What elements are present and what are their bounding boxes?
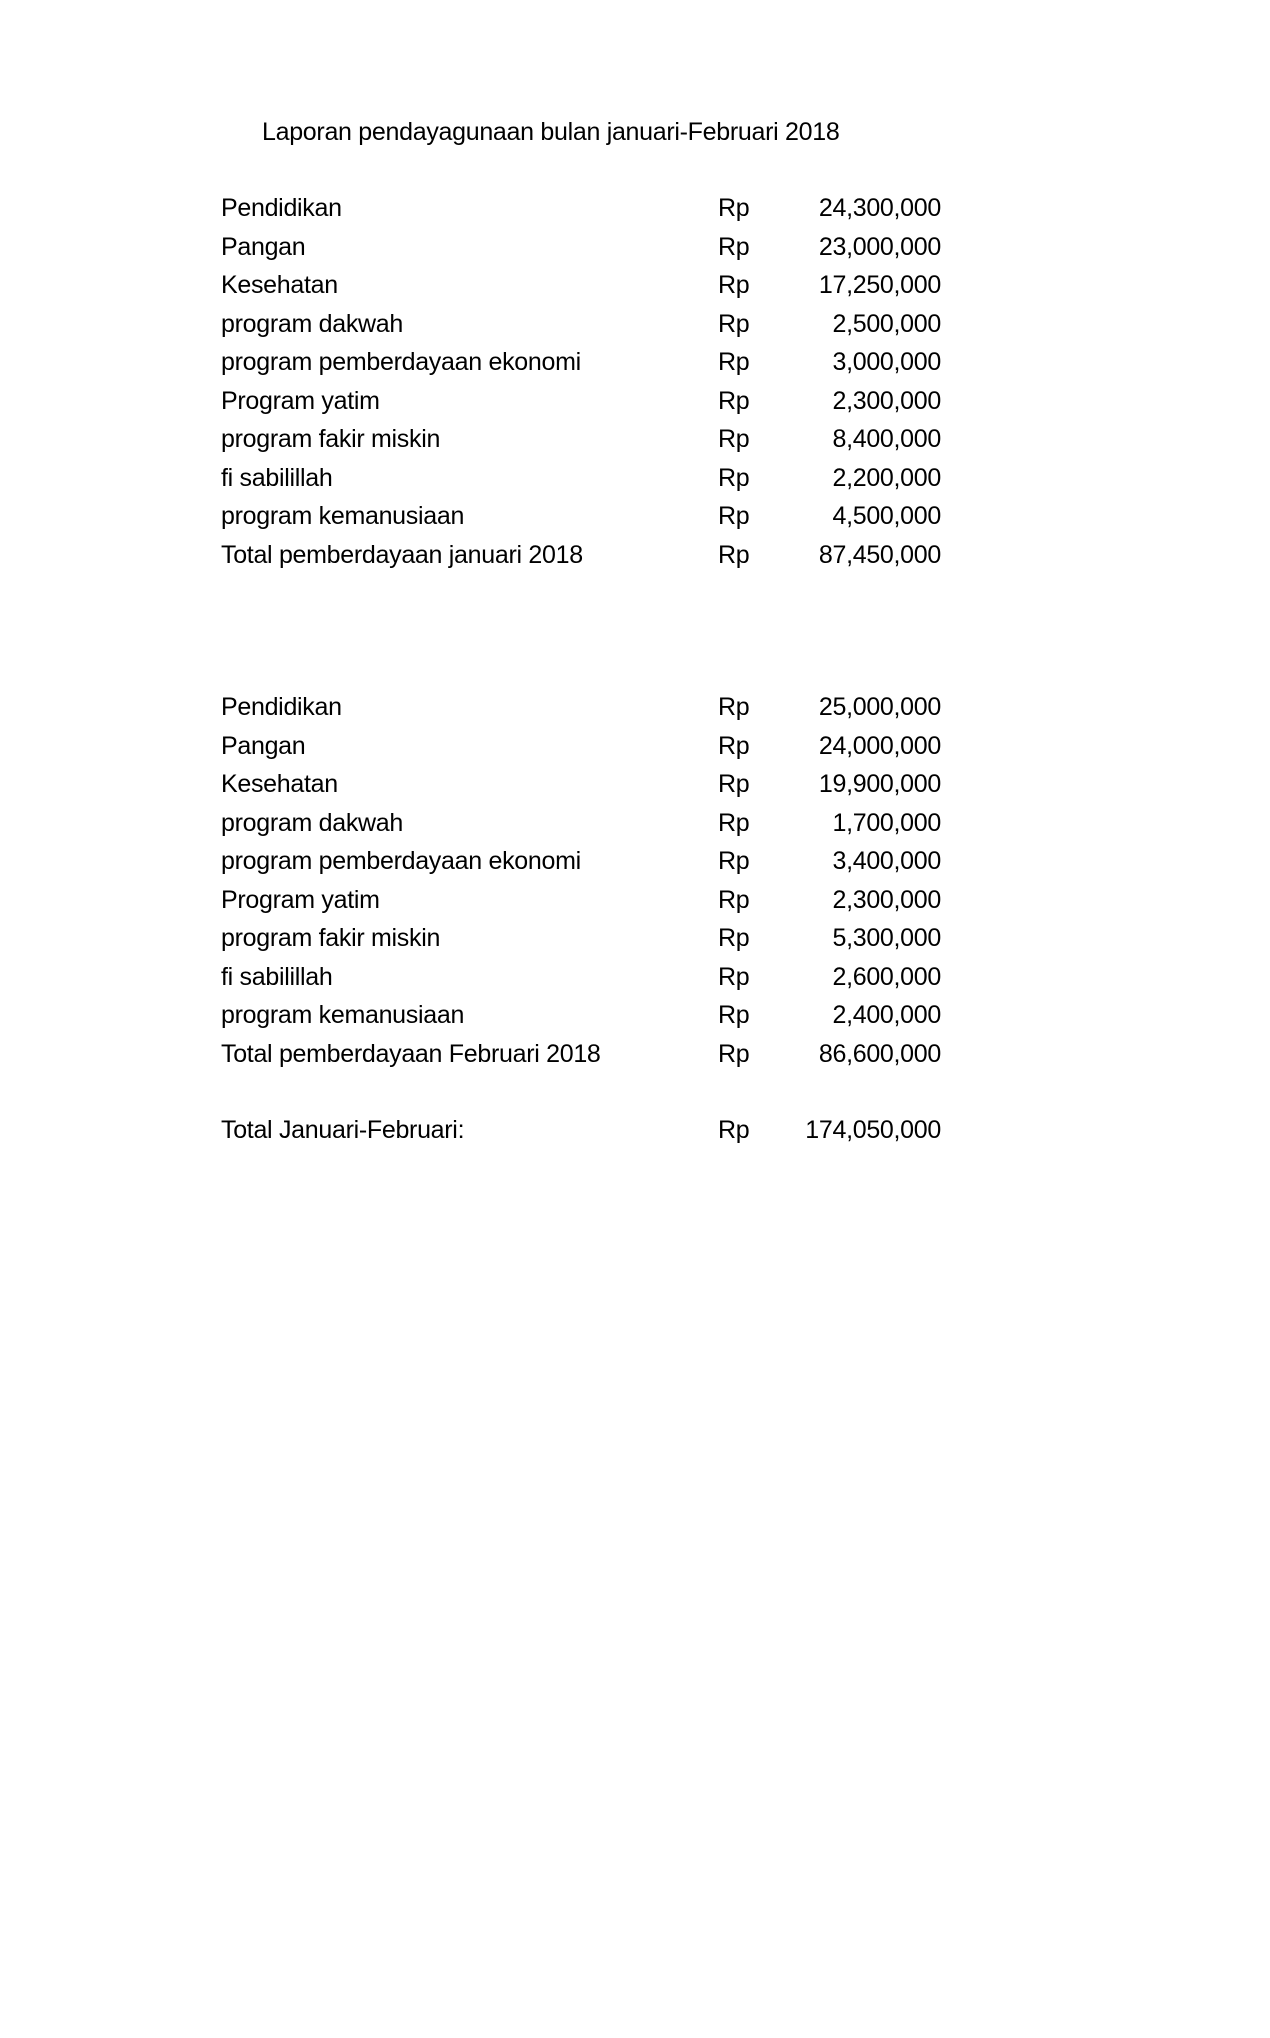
currency-label: Rp (718, 463, 750, 492)
currency-label: Rp (718, 540, 750, 569)
category-label: program pemberdayaan ekonomi (221, 348, 581, 376)
grand-total-section (221, 1116, 941, 1155)
amount-value: 2,600,000 (832, 962, 941, 991)
category-label: program kemanusiaan (221, 502, 465, 530)
january-table (221, 194, 941, 579)
table-row (221, 387, 941, 426)
table-row (221, 924, 941, 963)
category-label: Pendidikan (221, 194, 342, 222)
grand-total-label: Total Januari-Februari: (221, 1116, 465, 1144)
currency-label: Rp (718, 962, 750, 991)
table-row (221, 233, 941, 272)
amount-value: 3,400,000 (832, 847, 941, 875)
table-row (221, 886, 941, 925)
amount-value: 24,000,000 (818, 731, 941, 760)
table-row (221, 732, 941, 771)
table-row (221, 770, 941, 809)
total-label: Total pemberdayaan Februari 2018 (221, 1039, 601, 1068)
category-label: Program yatim (221, 885, 380, 914)
amount-value: 8,400,000 (832, 425, 941, 453)
total-row (221, 1040, 941, 1079)
category-label: Kesehatan (221, 271, 338, 299)
amount-value: 5,300,000 (832, 924, 941, 952)
amount-value: 19,900,000 (818, 770, 941, 798)
category-label: program kemanusiaan (221, 1001, 465, 1029)
amount-value: 2,300,000 (832, 386, 941, 415)
category-label: Kesehatan (221, 770, 338, 798)
currency-label: Rp (718, 194, 750, 222)
table-row (221, 847, 941, 886)
amount-value: 23,000,000 (818, 232, 941, 261)
total-amount: 86,600,000 (818, 1039, 941, 1068)
amount-value: 25,000,000 (818, 693, 941, 721)
amount-value: 24,300,000 (818, 194, 941, 222)
currency-label: Rp (718, 808, 750, 837)
amount-value: 2,200,000 (832, 463, 941, 492)
table-row (221, 425, 941, 464)
table-row (221, 194, 941, 233)
currency-label: Rp (718, 1001, 750, 1029)
table-row (221, 1001, 941, 1040)
currency-label: Rp (718, 693, 750, 721)
category-label: Pangan (221, 731, 306, 760)
total-amount: 87,450,000 (818, 540, 941, 569)
amount-value: 2,500,000 (832, 309, 941, 338)
total-row (221, 541, 941, 580)
currency-label: Rp (718, 1116, 750, 1144)
table-row (221, 271, 941, 310)
currency-label: Rp (718, 502, 750, 530)
table-row (221, 310, 941, 349)
currency-label: Rp (718, 847, 750, 875)
category-label: fi sabilillah (221, 463, 333, 492)
category-label: Program yatim (221, 386, 380, 415)
amount-value: 4,500,000 (832, 502, 941, 530)
table-row (221, 502, 941, 541)
grand-total-row (221, 1116, 941, 1155)
amount-value: 2,400,000 (832, 1001, 941, 1029)
currency-label: Rp (718, 731, 750, 760)
category-label: program fakir miskin (221, 924, 441, 952)
table-row (221, 963, 941, 1002)
report-title: Laporan pendayagunaan bulan januari-Februari 2018 (262, 118, 840, 146)
currency-label: Rp (718, 1039, 750, 1068)
currency-label: Rp (718, 348, 750, 376)
category-label: Pendidikan (221, 693, 342, 721)
grand-total-amount: 174,050,000 (805, 1116, 941, 1144)
currency-label: Rp (718, 425, 750, 453)
category-label: program fakir miskin (221, 425, 441, 453)
category-label: program pemberdayaan ekonomi (221, 847, 581, 875)
amount-value: 1,700,000 (832, 808, 941, 837)
table-row (221, 809, 941, 848)
table-row (221, 693, 941, 732)
amount-value: 2,300,000 (832, 885, 941, 914)
table-row (221, 464, 941, 503)
amount-value: 17,250,000 (818, 271, 941, 299)
category-label: Pangan (221, 232, 306, 261)
currency-label: Rp (718, 309, 750, 338)
category-label: program dakwah (221, 309, 404, 338)
amount-value: 3,000,000 (832, 348, 941, 376)
total-label: Total pemberdayaan januari 2018 (221, 540, 583, 569)
category-label: fi sabilillah (221, 962, 333, 991)
currency-label: Rp (718, 770, 750, 798)
currency-label: Rp (718, 271, 750, 299)
currency-label: Rp (718, 924, 750, 952)
february-table (221, 693, 941, 1078)
currency-label: Rp (718, 885, 750, 914)
currency-label: Rp (718, 232, 750, 261)
category-label: program dakwah (221, 808, 404, 837)
currency-label: Rp (718, 386, 750, 415)
table-row (221, 348, 941, 387)
